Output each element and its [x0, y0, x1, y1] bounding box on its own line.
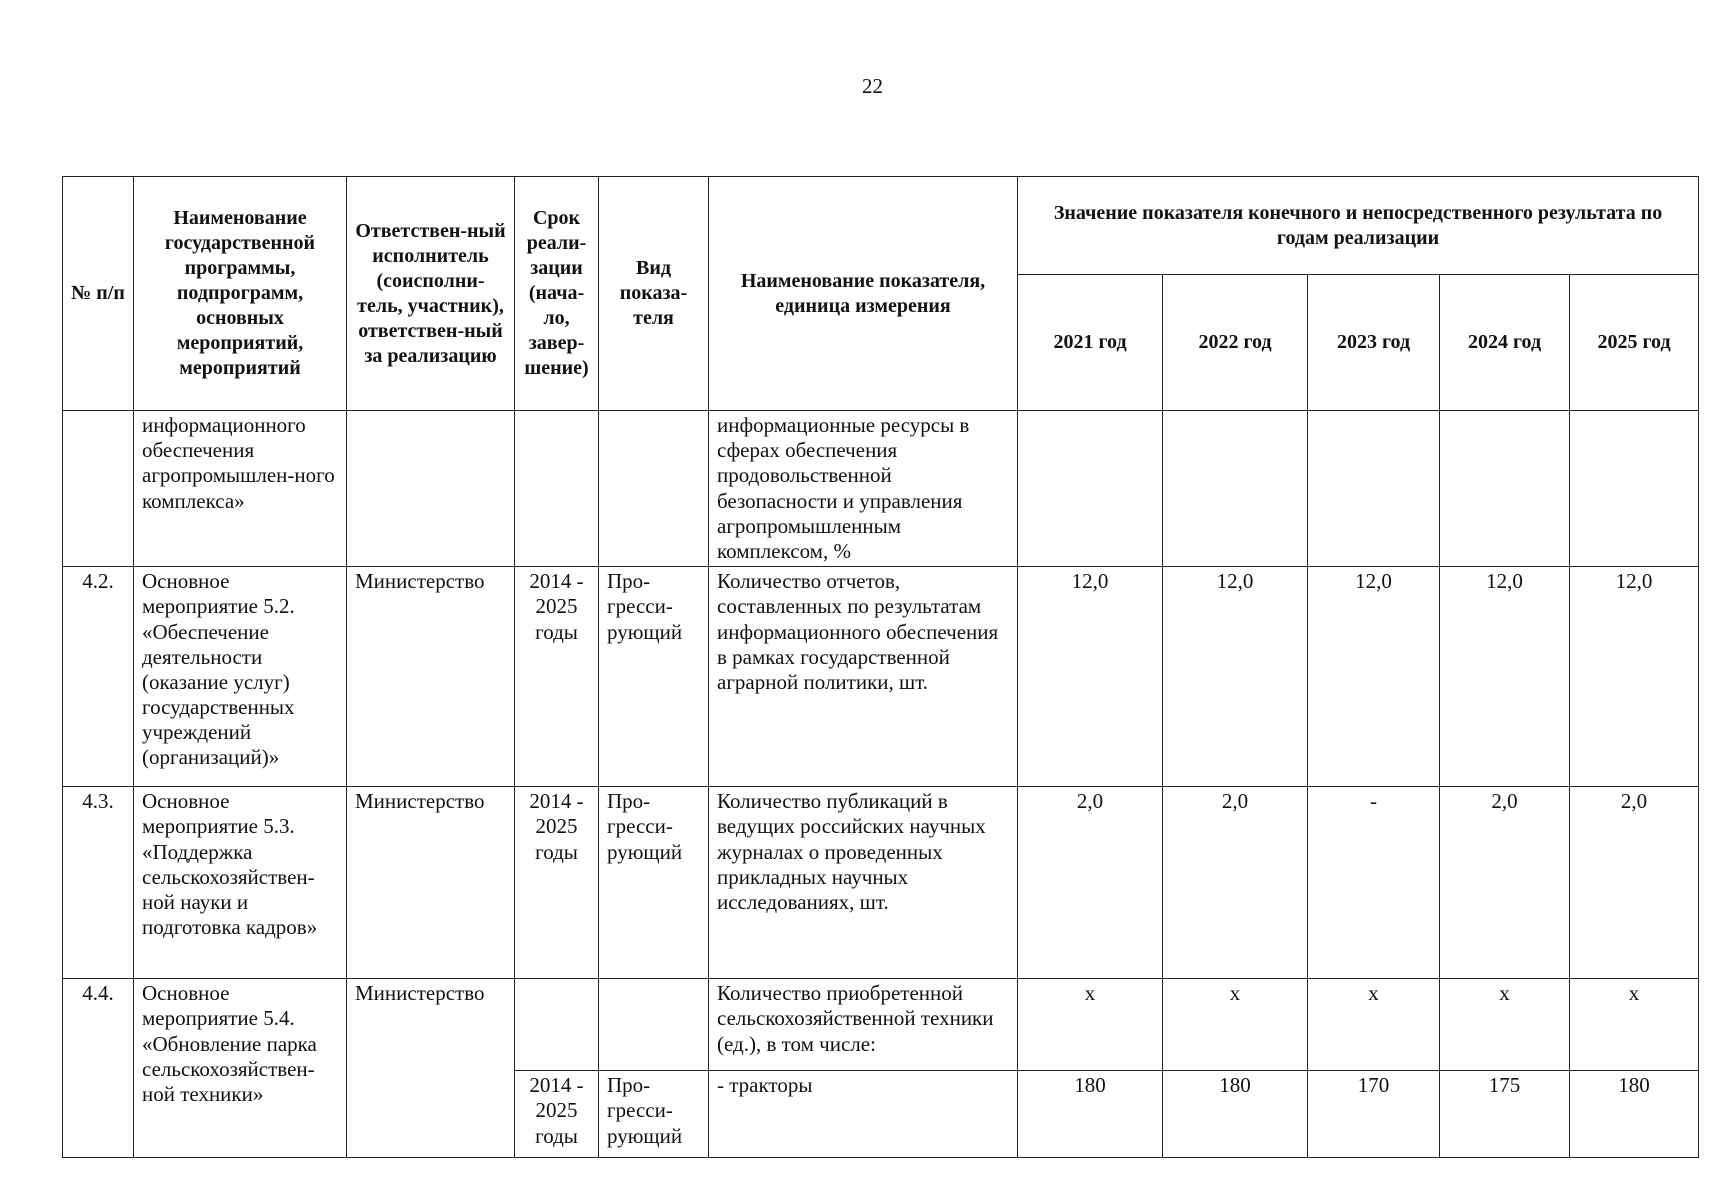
- row-value-2023: 12,0: [1308, 567, 1440, 787]
- row-type: [599, 411, 709, 567]
- row-type: Про-гресси-рующий: [599, 787, 709, 979]
- row-num: 4.3.: [63, 787, 134, 979]
- row-type: [599, 979, 709, 1071]
- header-year-2023: 2023 год: [1308, 275, 1440, 411]
- row-value-2022: х: [1163, 979, 1308, 1071]
- row-indicator: Количество приобретенной сельскохозяйственной техники (ед.), в том числе:: [709, 979, 1018, 1071]
- header-indicator-name: Наименование показателя, единица измерения: [709, 177, 1018, 411]
- row-program-name: информационного обеспечения агропромышлен-ного комплекса»: [134, 411, 347, 567]
- header-year-2025: 2025 год: [1570, 275, 1699, 411]
- header-term: Срок реали-зации (нача-ло, завер-шение): [515, 177, 599, 411]
- page-number: 22: [862, 74, 883, 98]
- row-term: [515, 411, 599, 567]
- header-indicator-type: Вид показа-теля: [599, 177, 709, 411]
- table-row: [63, 787, 1699, 979]
- header-values-group: Значение показателя конечного и непосредственного результата по годам реализации: [1018, 177, 1699, 275]
- row-value-2025: 180: [1570, 1071, 1699, 1158]
- row-program-name: Основное мероприятие 5.2. «Обеспечение деятельности (оказание услуг) государственных учреждений (организаций)»: [134, 567, 347, 787]
- row-value-2022: 180: [1163, 1071, 1308, 1158]
- row-term: 2014 - 2025 годы: [515, 787, 599, 979]
- header-executor: Ответствен-ный исполнитель (соисполни-тель, участник), ответствен-ный за реализацию: [347, 177, 515, 411]
- row-num: 4.4.: [63, 979, 134, 1158]
- row-value-2024: 2,0: [1440, 787, 1570, 979]
- row-value-2024: 12,0: [1440, 567, 1570, 787]
- header-year-2021: 2021 год: [1018, 275, 1163, 411]
- row-value-2021: 12,0: [1018, 567, 1163, 787]
- header-year-2022: 2022 год: [1163, 275, 1308, 411]
- table-row: [63, 979, 1699, 1071]
- row-value-2024: 175: [1440, 1071, 1570, 1158]
- table-row: [63, 567, 1699, 787]
- row-value-2021: 180: [1018, 1071, 1163, 1158]
- row-program-name: Основное мероприятие 5.3. «Поддержка сельскохозяйствен-ной науки и подготовка кадров»: [134, 787, 347, 979]
- table-row: [63, 411, 1699, 567]
- header-program-name: Наименование государственной программы, подпрограмм, основных мероприятий, мероприятий: [134, 177, 347, 411]
- row-executor: Министерство: [347, 787, 515, 979]
- row-num: [63, 411, 134, 567]
- row-indicator: Количество отчетов, составленных по результатам информационного обеспечения в рамках государственной аграрной политики, шт.: [709, 567, 1018, 787]
- row-value-2024: х: [1440, 979, 1570, 1071]
- row-value-2022: [1163, 411, 1308, 567]
- row-type: Про-гресси-рующий: [599, 1071, 709, 1158]
- row-value-2021: [1018, 411, 1163, 567]
- row-term: 2014 - 2025 годы: [515, 567, 599, 787]
- row-executor: Министерство: [347, 979, 515, 1158]
- row-value-2021: х: [1018, 979, 1163, 1071]
- row-value-2025: [1570, 411, 1699, 567]
- row-num: 4.2.: [63, 567, 134, 787]
- row-value-2024: [1440, 411, 1570, 567]
- row-indicator: Количество публикаций в ведущих российских научных журналах о проведенных прикладных научных исследованиях, шт.: [709, 787, 1018, 979]
- row-indicator: - тракторы: [709, 1071, 1018, 1158]
- header-year-2024: 2024 год: [1440, 275, 1570, 411]
- row-value-2025: 12,0: [1570, 567, 1699, 787]
- row-value-2022: 12,0: [1163, 567, 1308, 787]
- row-executor: [347, 411, 515, 567]
- row-value-2025: 2,0: [1570, 787, 1699, 979]
- indicator-table: [62, 176, 1699, 1158]
- row-value-2022: 2,0: [1163, 787, 1308, 979]
- row-value-2023: -: [1308, 787, 1440, 979]
- header-num: № п/п: [63, 177, 134, 411]
- row-term: [515, 979, 599, 1071]
- row-term: 2014 - 2025 годы: [515, 1071, 599, 1158]
- row-value-2023: [1308, 411, 1440, 567]
- row-type: Про-гресси-рующий: [599, 567, 709, 787]
- row-program-name: Основное мероприятие 5.4. «Обновление парка сельскохозяйствен-ной техники»: [134, 979, 347, 1158]
- row-value-2023: х: [1308, 979, 1440, 1071]
- row-value-2023: 170: [1308, 1071, 1440, 1158]
- row-executor: Министерство: [347, 567, 515, 787]
- row-value-2025: х: [1570, 979, 1699, 1071]
- row-indicator: информационные ресурсы в сферах обеспечения продовольственной безопасности и управления агропромышленным комплексом, %: [709, 411, 1018, 567]
- row-value-2021: 2,0: [1018, 787, 1163, 979]
